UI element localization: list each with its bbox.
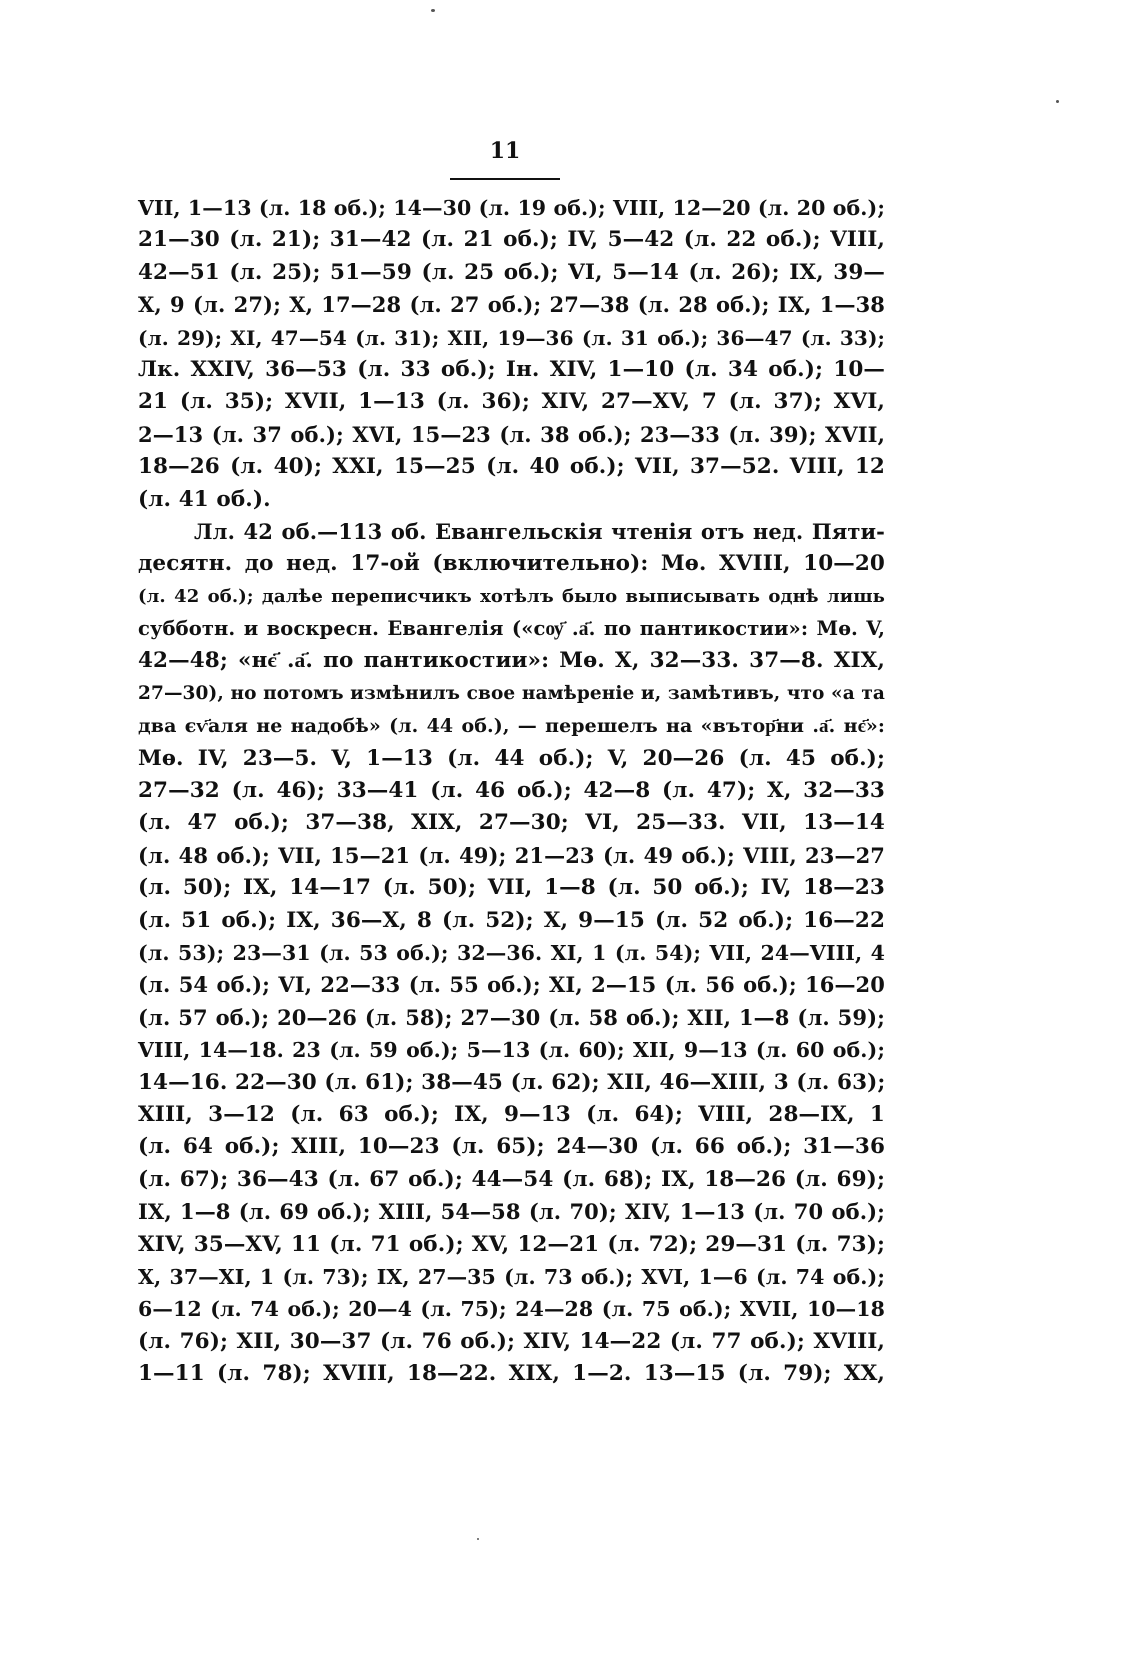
page-number: 11 [489, 138, 521, 164]
text-line: 18—26 (л. 40); XXI, 15—25 (л. 40 об.); VII, 37—52. VIII, 12 [138, 454, 885, 480]
text-line: X, 37—XI, 1 (л. 73); IX, 27—35 (л. 73 об.); XVI, 1—6 (л. 74 об.); [138, 1264, 885, 1289]
text-line: (л. 76); XII, 30—37 (л. 76 об.); XIV, 14—22 (л. 77 об.); XVIII, [138, 1328, 885, 1354]
text-line: (л. 51 об.); IX, 36—X, 8 (л. 52); X, 9—15 (л. 52 об.); 16—22 [138, 907, 885, 933]
text-line: 2—13 (л. 37 об.); XVI, 15—23 (л. 38 об.); 23—33 (л. 39); XVII, [138, 421, 885, 447]
text-line: VII, 1—13 (л. 18 об.); 14—30 (л. 19 об.); VIII, 12—20 (л. 20 об.); [138, 196, 885, 220]
text-line: 42—48; «нє҃ .а҃. по пантикостии»: Мѳ. X, 32—33. 37—8. XIX, [138, 648, 885, 674]
text-line: (л. 57 об.); 20—26 (л. 58); 27—30 (л. 58 об.); XII, 1—8 (л. 59); [138, 1004, 885, 1030]
text-line: 21—30 (л. 21); 31—42 (л. 21 об.); IV, 5—42 (л. 22 об.); VIII, [138, 227, 885, 253]
text-line: 14—16. 22—30 (л. 61); 38—45 (л. 62); XII, 46—XIII, 3 (л. 63); [138, 1069, 886, 1095]
text-line: (л. 42 об.); далѣе переписчикъ хотѣлъ было выписывать однѣ лишь [138, 585, 885, 607]
text-line: 1—11 (л. 78); XVIII, 18—22. XIX, 1—2. 13—15 (л. 79); XX, [138, 1361, 885, 1387]
text-line: 42—51 (л. 25); 51—59 (л. 25 об.); VI, 5—14 (л. 26); IX, 39— [138, 259, 885, 285]
text-line: (л. 54 об.); VI, 22—33 (л. 55 об.); XI, 2—15 (л. 56 об.); 16—20 [138, 972, 885, 998]
text-line: (л. 64 об.); XIII, 10—23 (л. 65); 24—30 (л. 66 об.); 31—36 [138, 1134, 885, 1160]
scan-speck [477, 1538, 479, 1540]
text-line: 6—12 (л. 74 об.); 20—4 (л. 75); 24—28 (л. 75 об.); XVII, 10—18 [138, 1297, 885, 1322]
text-line: XIV, 35—XV, 11 (л. 71 об.); XV, 12—21 (л. 72); 29—31 (л. 73); [138, 1231, 885, 1257]
text-line: (л. 67); 36—43 (л. 67 об.); 44—54 (л. 68); IX, 18—26 (л. 69); [138, 1166, 885, 1192]
scan-speck [1056, 100, 1059, 103]
text-line: X, 9 (л. 27); X, 17—28 (л. 27 об.); 27—38 (л. 28 об.); IX, 1—38 [138, 292, 885, 318]
text-line: VIII, 14—18. 23 (л. 59 об.); 5—13 (л. 60); XII, 9—13 (л. 60 об.); [138, 1038, 885, 1063]
text-line: Лл. 42 об.—113 об. Евангельскія чтенія отъ нед. Пяти- [194, 518, 885, 544]
text-line: (л. 50); IX, 14—17 (л. 50); VII, 1—8 (л. 50 об.); IV, 18—23 [138, 875, 885, 901]
text-line: десятн. до нед. 17-ой (включительно): Мѳ. XVIII, 10—20 [138, 551, 885, 577]
text-line: Лк. XXIV, 36—53 (л. 33 об.); Ін. XIV, 1—10 (л. 34 об.); 10— [138, 356, 885, 382]
text-line: (л. 47 об.); 37—38, XIX, 27—30; VI, 25—33. VII, 13—14 [138, 810, 885, 836]
paragraph-1 [138, 192, 885, 516]
text-line: 27—30), но потомъ измѣнилъ свое намѣреніе и, замѣтивъ, что «а та [138, 682, 885, 704]
text-line: XIII, 3—12 (л. 63 об.); IX, 9—13 (л. 64); VIII, 28—IX, 1 [138, 1101, 885, 1127]
text-line: два єѵ҃аля не надобѣ» (л. 44 об.), — перешелъ на «вътор҃ни .а҃. нє҃»: [138, 715, 885, 738]
text-line: Мѳ. IV, 23—5. V, 1—13 (л. 44 об.); V, 20—26 (л. 45 об.); [138, 745, 885, 771]
text-line: (л. 48 об.); VII, 15—21 (л. 49); 21—23 (л. 49 об.); VIII, 23—27 [138, 842, 885, 868]
paragraph-2 [138, 516, 885, 1391]
page-number-rule [450, 178, 560, 180]
text-line: IX, 1—8 (л. 69 об.); XIII, 54—58 (л. 70); XIV, 1—13 (л. 70 об.); [138, 1199, 885, 1225]
text-line: 27—32 (л. 46); 33—41 (л. 46 об.); 42—8 (л. 47); X, 32—33 [138, 778, 885, 804]
text-line: 21 (л. 35); XVII, 1—13 (л. 36); XIV, 27—XV, 7 (л. 37); XVI, [138, 389, 885, 415]
text-line: (л. 53); 23—31 (л. 53 об.); 32—36. XI, 1 (л. 54); VII, 24—VIII, 4 [138, 940, 885, 965]
scan-speck [431, 9, 435, 12]
body-text [138, 192, 885, 1390]
text-line: субботн. и воскресн. Евангелія («сѹ҃ .а҃. по пантикостии»: Мѳ. V, [138, 617, 885, 641]
text-line: (л. 29); XI, 47—54 (л. 31); XII, 19—36 (л. 31 об.); 36—47 (л. 33); [138, 325, 885, 350]
text-line: (л. 41 об.). [138, 486, 271, 512]
